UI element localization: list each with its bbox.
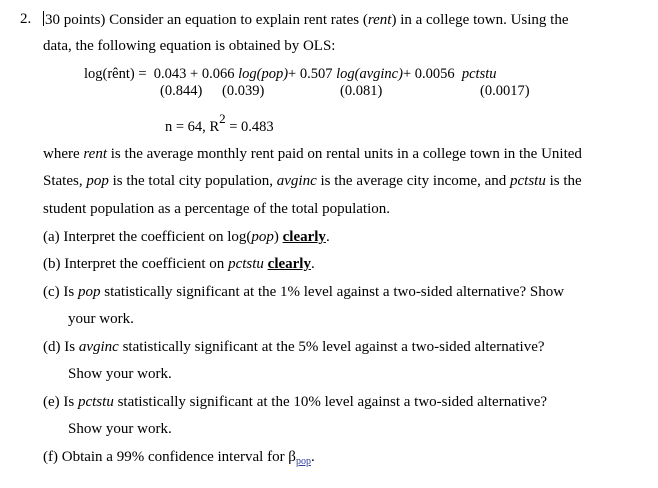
item-c-continued: your work. xyxy=(68,311,134,327)
item-b: (b) Interpret the coefficient on pctstu clearly. xyxy=(43,256,315,272)
regression-equation xyxy=(84,66,497,83)
item-a: (a) Interpret the coefficient on log(pop) clearly. xyxy=(43,229,330,245)
header-text-2: ) in a college town. Using the xyxy=(391,12,569,28)
se-pctstu: (0.0017) xyxy=(480,83,530,99)
n-value: n = 64, xyxy=(165,118,206,135)
header-rent: rent xyxy=(367,12,392,28)
item-d-continued: Show your work. xyxy=(68,366,172,382)
eq-plus-3: + xyxy=(402,66,412,82)
description-line-3: student population as a percentage of the total population. xyxy=(43,201,390,217)
question-number: 2. xyxy=(20,11,32,27)
r-squared-label: R xyxy=(209,118,220,135)
beta-subscript: pop xyxy=(295,456,311,467)
eq-intercept: 0.043 xyxy=(153,66,187,82)
r-squared-value: = 0.483 xyxy=(229,118,274,135)
question-header-line2: data, the following equation is obtained by OLS: xyxy=(43,38,336,54)
eq-plus-1: + xyxy=(190,66,199,82)
se-intercept: (0.844) xyxy=(160,83,203,99)
item-f: (f) Obtain a 99% confidence interval for $\beta_{pop}$. xyxy=(43,449,315,467)
item-e: (e) Is pctstu statistically significant at the 10% level against a two-sided alternative? xyxy=(43,394,548,410)
eq-term-pop: log(pop) xyxy=(238,66,289,82)
eq-plus-2: + xyxy=(288,66,297,82)
eq-coef-pctstu: 0.0056 xyxy=(414,66,455,82)
item-d: (d) Is avginc statistically significant at the 5% level against a two-sided alternative? xyxy=(43,339,545,355)
description-line-1: where rent is the average monthly rent paid on rental units in a college town in the United xyxy=(43,146,582,162)
item-e-continued: Show your work. xyxy=(68,421,172,437)
eq-term-pctstu: pctstu xyxy=(461,66,497,82)
r-squared-exponent: 2 xyxy=(219,111,226,126)
item-c: (c) Is pop statistically significant at the 1% level against a two-sided alternative? Show xyxy=(43,284,565,300)
eq-term-avginc: log(avginc) xyxy=(336,66,403,82)
eq-coef-pop: 0.066 xyxy=(201,66,235,82)
question-header xyxy=(43,11,569,29)
description-line-2: States, pop is the total city population, avginc is the average city income, and pctstu is the xyxy=(43,173,582,189)
se-avginc: (0.081) xyxy=(340,83,383,99)
header-text-1: 30 points) Consider an equation to explain rent rates ( xyxy=(45,12,368,28)
eq-lhs: log(rênt) = xyxy=(84,66,147,82)
eq-coef-avginc: 0.507 xyxy=(299,66,333,82)
text-cursor xyxy=(43,11,44,26)
se-pop: (0.039) xyxy=(222,83,265,99)
regression-stats xyxy=(165,113,274,136)
